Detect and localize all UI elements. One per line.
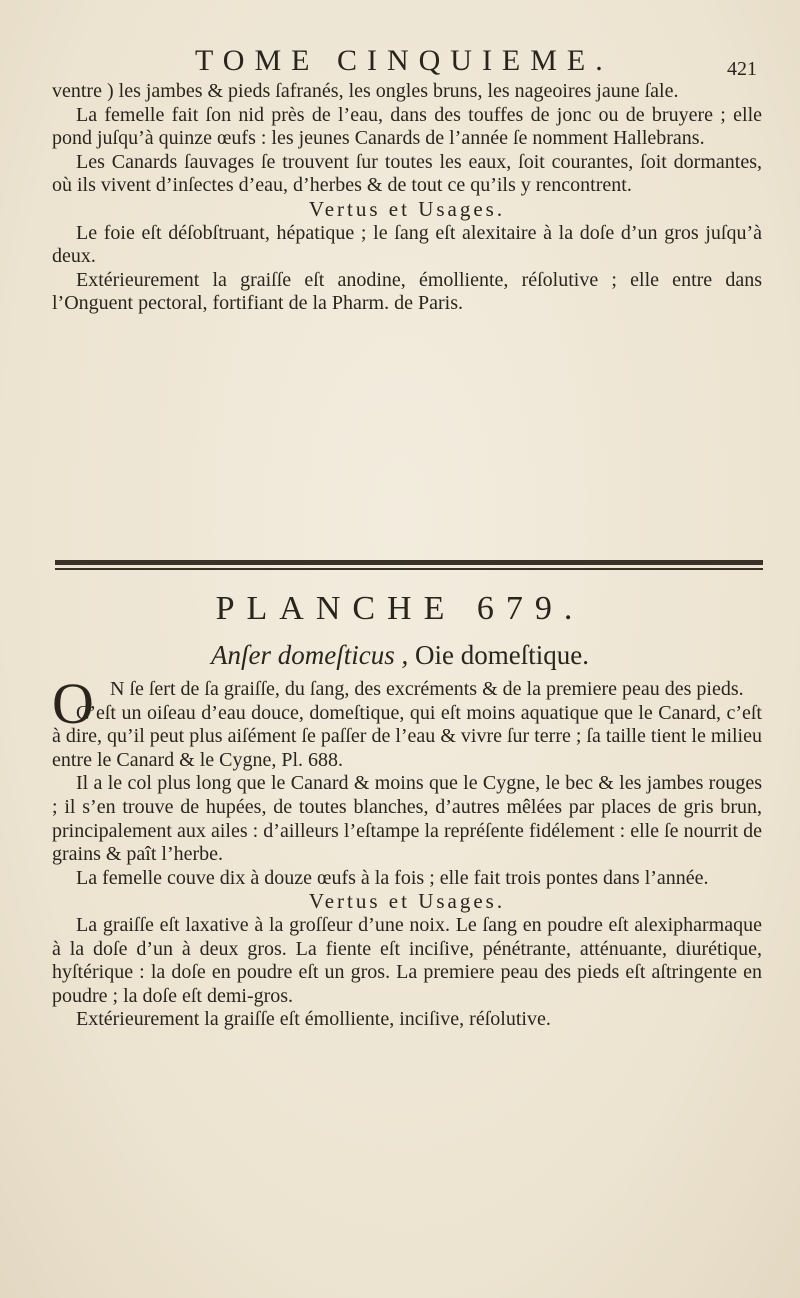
plate-title: PLANCHE 679. — [215, 590, 585, 627]
paragraph: Extérieurement la graiſſe eſt émolliente, inciſive, réſolutive. — [76, 1008, 551, 1031]
paragraph: Il a le col plus long que le Canard & moins que le Cygne, le bec & les jambes rouges ; il s’en trouve de hupées, de toutes blanches, d’autres mêlées par places de gris brun, principalement aux ailes : d’ailleurs l’eſtampe la repréſente fidélement : elle ſe nourrit de grains & paît l’herbe. — [52, 772, 762, 866]
page-header — [0, 44, 800, 80]
paragraph: La graiſſe eſt laxative à la groſſeur d’une noix. Le ſang en poudre eſt alexipharmaque à la doſe d’un à deux gros. La fiente eſt inciſive, pénétrante, atténuante, diurétique, hyſtérique : la doſe en poudre eſt un gros. La premiere peau des pieds eſt aſtringente en poudre ; la doſe eſt demi-gros. — [52, 913, 762, 1007]
paragraph: Extérieurement la graiſſe eſt anodine, émolliente, réſolutive ; elle entre dans l’Onguent pectoral, fortifiant de la Pharm. de Paris. — [52, 268, 762, 315]
rule-thick-line — [55, 560, 763, 565]
section-canard-continued — [52, 80, 762, 316]
rule-thin-line — [55, 568, 763, 570]
plate-subtitle — [0, 640, 800, 671]
section-oie — [52, 671, 762, 1032]
section-heading: Vertus et Usages. — [308, 889, 506, 914]
paragraph: Les Canards ſauvages ſe trouvent ſur toutes les eaux, ſoit courantes, ſoit dormantes, où ils vivent d’inſectes d’eau, d’herbes & de tout ce qu’ils y rencontrent. — [52, 150, 762, 197]
section-heading: Vertus et Usages. — [308, 196, 506, 221]
paragraph: ventre ) les jambes & pieds ſafranés, les ongles bruns, les nageoires jaune ſale. — [52, 80, 679, 102]
page-number: 421 — [727, 58, 757, 80]
paragraph: La femelle couve dix à douze œufs à la fois ; elle fait trois pontes dans l’année. — [76, 866, 709, 889]
running-head: TOME CINQUIEME. — [195, 44, 613, 77]
paragraph: La femelle fait ſon nid près de l’eau, dans des touffes de jonc ou de bruyere ; elle pond juſqu’à quinze œufs : les jeunes Canards de l’année ſe nomment Hallebrans. — [52, 103, 762, 150]
ornamental-rule — [55, 558, 763, 572]
french-name: Oie domeſtique. — [415, 640, 589, 670]
opening-text: N ſe ſert de ſa graiſſe, du ſang, des excréments & de la premiere peau des pieds. — [110, 678, 744, 700]
drop-cap: O — [52, 671, 94, 736]
paragraph: C’eſt un oiſeau d’eau douce, domeſtique, qui eſt moins aquatique que le Canard, c’eſt à dire, qu’il peut plus aiſément ſe paſſer de l’eau & vivre ſur terre ; ſa taille tient le milieu entre le Canard & le Cygne, Pl. 688. — [52, 701, 762, 771]
paragraph: Le foie eſt déſobſtruant, hépatique ; le ſang eſt alexitaire à la doſe d’un gros juſqu’à deux. — [52, 221, 762, 268]
latin-name: Anſer domeſticus , — [211, 640, 409, 670]
